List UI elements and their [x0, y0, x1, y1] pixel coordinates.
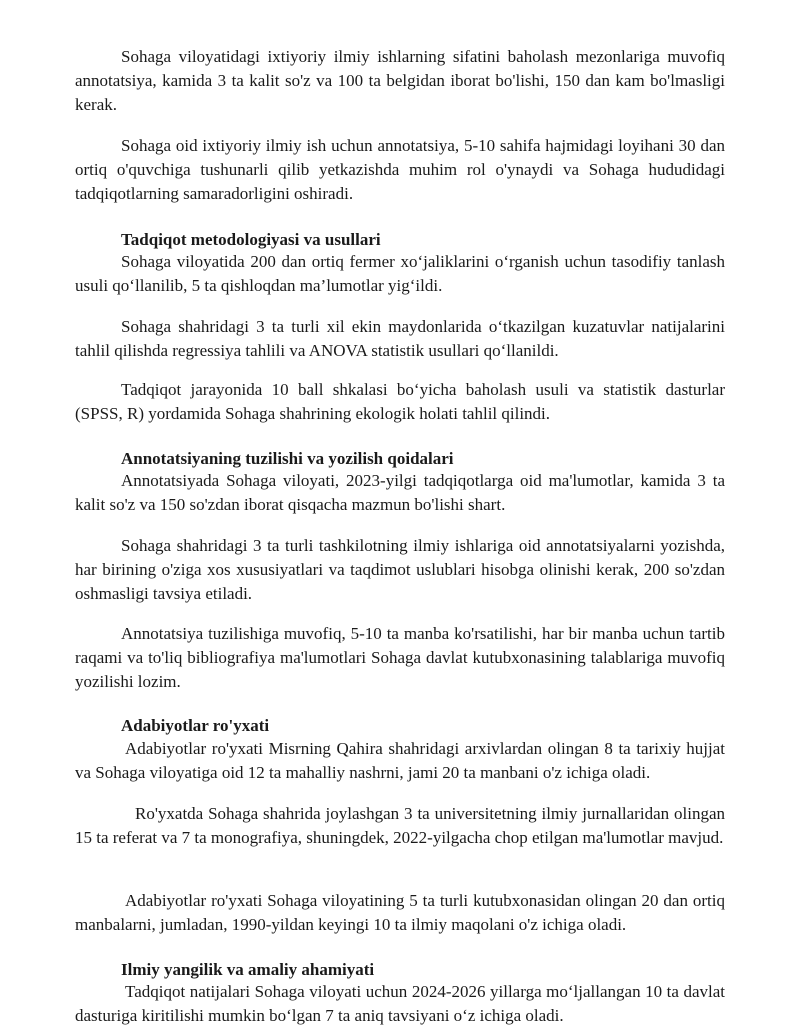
paragraph: Annotatsiya tuzilishiga muvofiq, 5-10 ta manba ko'rsatilishi, har bir manba uchun tartib raqami va to'liq bibliografiya ma'lumotlari Sohaga davlat kutubxonasining talablariga muvofiq yozilishi lozim.: [75, 624, 725, 691]
section-heading: Annotatsiyaning tuzilishi va yozilish qoidalari: [121, 449, 454, 468]
section-heading: Ilmiy yangilik va amaliy ahamiyati: [121, 960, 375, 979]
paragraph: Adabiyotlar ro'yxati Misrning Qahira shahridagi arxivlardan olingan 8 ta tarixiy hujjat va Sohaga viloyatiga oid 12 ta mahalliy nashrni, jami 20 ta manbani o'z ichiga oladi.: [75, 739, 725, 782]
paragraph: Sohaga viloyatida 200 dan ortiq fermer xo‘jaliklarini o‘rganish uchun tasodifiy tanlash usuli qo‘llanilib, 5 ta qishloqdan ma’lumotlar yig‘ildi.: [75, 252, 725, 295]
paragraph: Tadqiqot jarayonida 10 ball shkalasi bo‘yicha baholash usuli va statistik dasturlar (SPSS, R) yordamida Sohaga shahrining ekologik holati tahlil qilindi.: [75, 380, 725, 423]
section-heading: Tadqiqot metodologiyasi va usullari: [121, 230, 381, 249]
paragraph: Annotatsiyada Sohaga viloyati, 2023-yilgi tadqiqotlarga oid ma'lumotlar, kamida 3 ta kalit so'z va 150 so'zdan iborat qisqacha mazmun bo'lishi shart.: [75, 471, 725, 514]
section-heading: Adabiyotlar ro'yxati: [121, 716, 270, 735]
paragraph: Adabiyotlar ro'yxati Sohaga viloyatining 5 ta turli kutubxonasidan olingan 20 dan ortiq manbalarni, jumladan, 1990-yildan keyingi 10 ta ilmiy maqolani o'z ichiga oladi.: [75, 891, 725, 934]
paragraph: Sohaga shahridagi 3 ta turli xil ekin maydonlarida o‘tkazilgan kuzatuvlar natijalarini tahlil qilishda regressiya tahlili va ANOVA statistik usullari qo‘llanildi.: [75, 317, 725, 360]
paragraph: Ro'yxatda Sohaga shahrida joylashgan 3 ta universitetning ilmiy jurnallaridan olingan 15 ta referat va 7 ta monografiya, shuningdek, 2022-yilgacha chop etilgan ma'lumotlar mavjud.: [75, 804, 725, 847]
paragraph: Tadqiqot natijalari Sohaga viloyati uchun 2024-2026 yillarga mo‘ljallangan 10 ta davlat dasturiga kiritilishi mumkin bo‘lgan 7 ta aniq tavsiyani o‘z ichiga oladi.: [75, 982, 725, 1025]
paragraph: Sohaga shahridagi 3 ta turli tashkilotning ilmiy ishlariga oid annotatsiyalarni yozishda, har birining o'ziga xos xususiyatlari va taqdimot uslublari hisobga olinishi kerak, 200 so'zdan oshmasligi tavsiya etiladi.: [75, 536, 725, 603]
paragraph: Sohaga oid ixtiyoriy ilmiy ish uchun annotatsiya, 5-10 sahifa hajmidagi loyihani 30 dan ortiq o'quvchiga tushunarli qilib yetkazishda muhim rol o'ynaydi va Sohaga hududidagi tadqiqotlarning samaradorligini oshiradi.: [75, 136, 725, 203]
paragraph: Sohaga viloyatidagi ixtiyoriy ilmiy ishlarning sifatini baholash mezonlariga muvofiq annotatsiya, kamida 3 ta kalit so'z va 100 ta belgidan iborat bo'lishi, 150 dan kam bo'lmasligi kerak.: [75, 47, 725, 114]
